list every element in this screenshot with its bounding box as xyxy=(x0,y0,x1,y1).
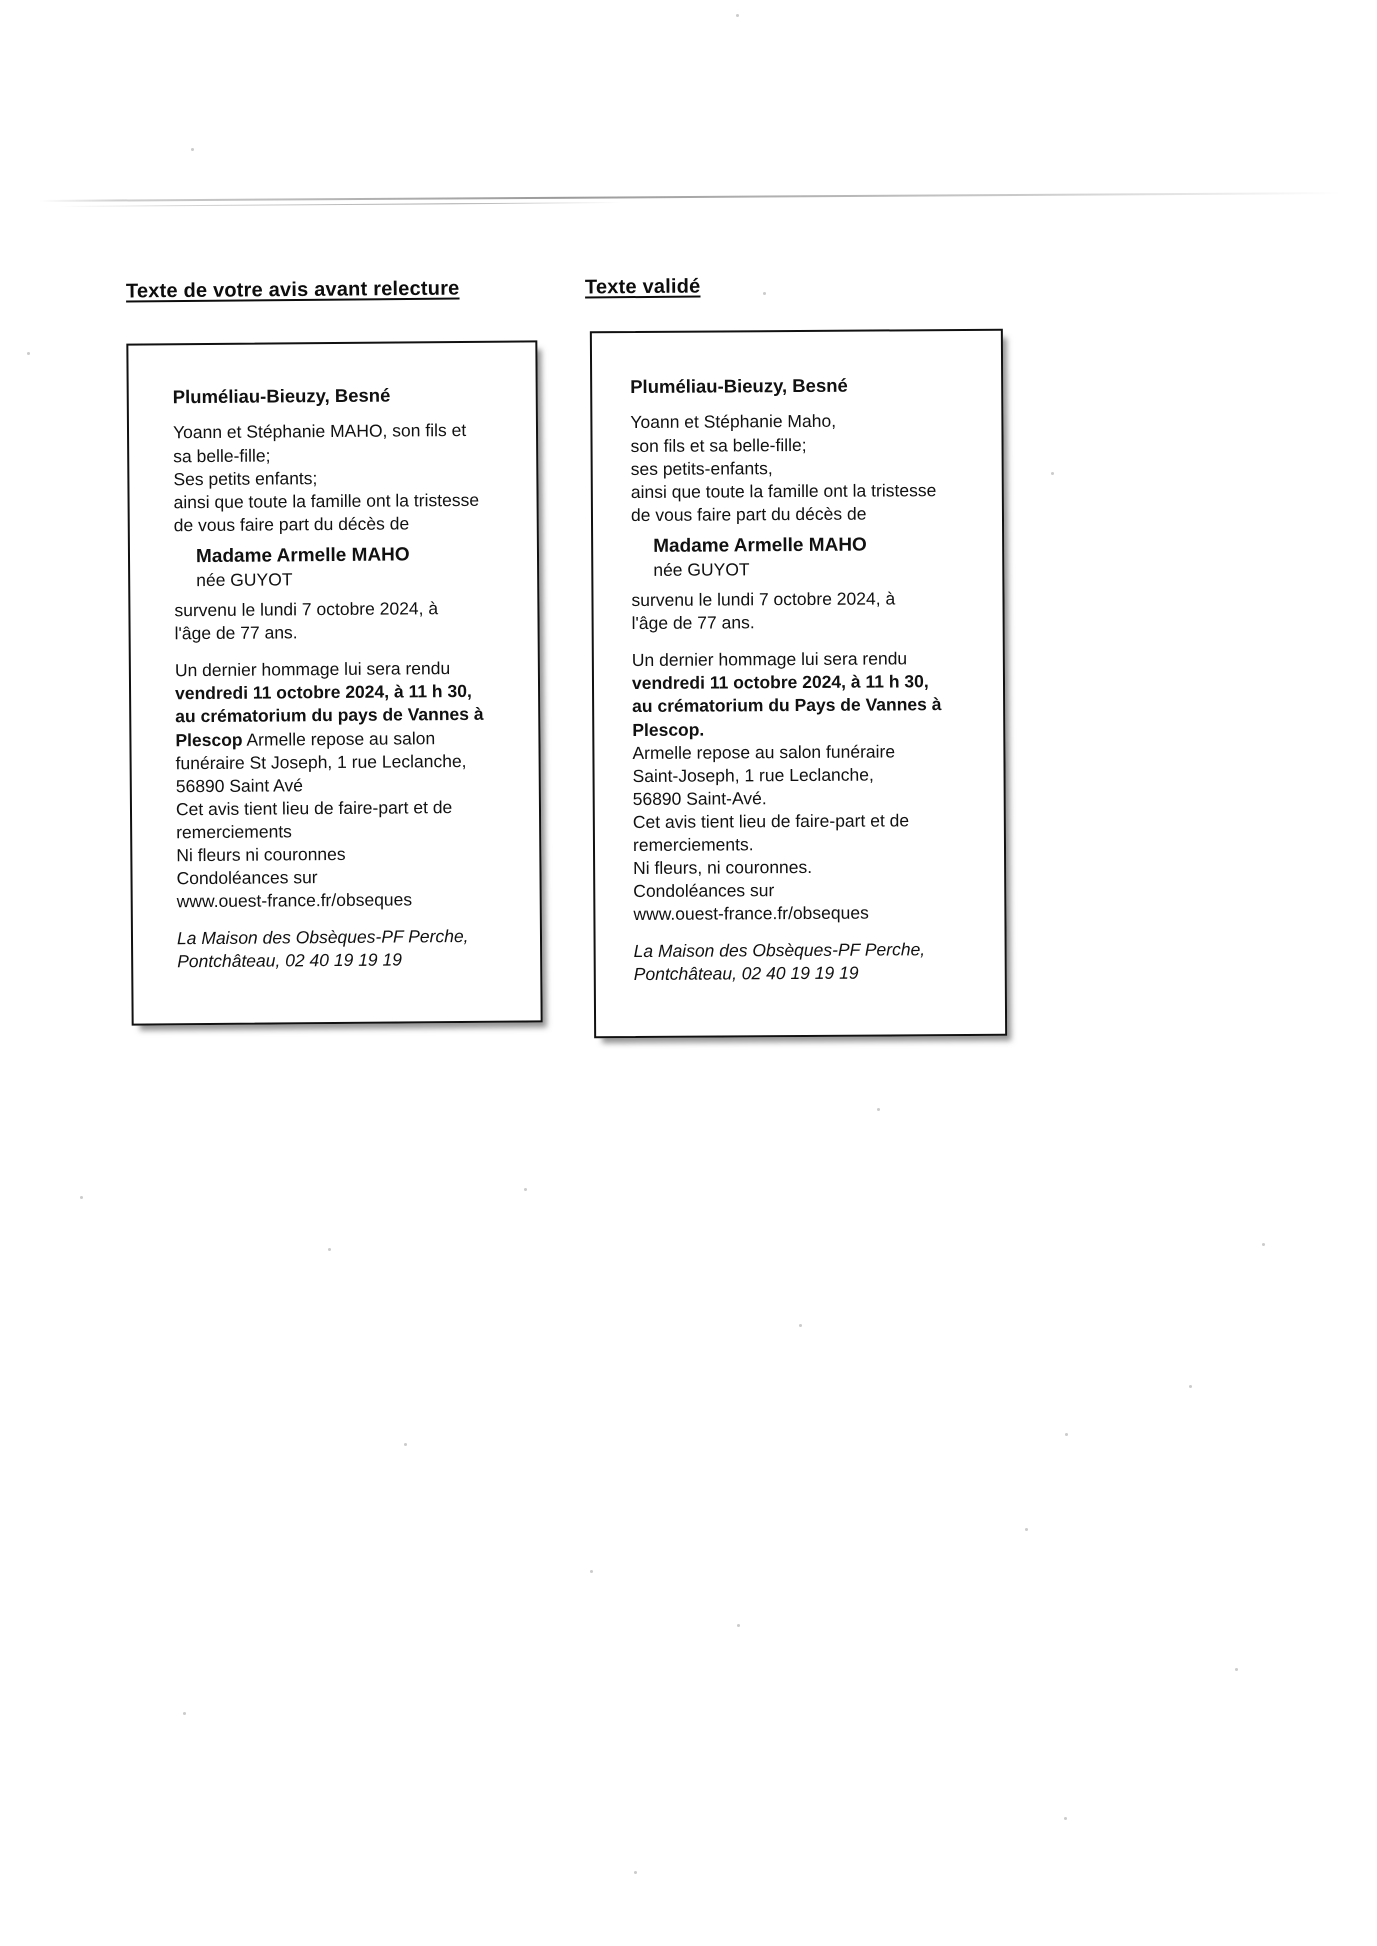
obituary-notice-draft xyxy=(126,340,542,1025)
notice-place-validated: Pluméliau-Bieuzy, Besné xyxy=(630,374,848,398)
family-line: Yoann et Stéphanie MAHO, son fils et xyxy=(172,420,467,443)
scan-speck xyxy=(524,1188,527,1191)
ceremony-bold-line: vendredi 11 octobre 2024, à 11 h 30, xyxy=(631,671,929,694)
notice-closing-validated xyxy=(633,809,983,927)
scan-speck xyxy=(404,1443,407,1446)
closing-line: remerciements. xyxy=(632,834,754,855)
notice-family-validated xyxy=(630,409,980,527)
closing-line: Condoléances sur xyxy=(176,867,318,889)
ceremony-rest-line: 56890 Saint Avé xyxy=(175,774,304,796)
deceased-name-draft: Madame Armelle MAHO xyxy=(195,544,410,567)
ceremony-intro: Un dernier hommage lui sera rendu xyxy=(631,648,908,671)
scan-speck xyxy=(1235,1668,1238,1671)
scan-speck xyxy=(877,1108,880,1111)
notice-closing-draft xyxy=(176,795,514,913)
family-line: de vous faire part du décès de xyxy=(173,513,410,536)
scan-speck xyxy=(736,14,739,17)
notice-death-draft xyxy=(174,597,511,646)
family-line: ainsi que toute la famille ont la tristesse xyxy=(630,479,937,502)
family-line: de vous faire part du décès de xyxy=(630,503,867,525)
ceremony-intro: Un dernier hommage lui sera rendu xyxy=(174,658,451,681)
scan-speck xyxy=(1065,1433,1068,1436)
scan-edge-line xyxy=(40,192,1340,202)
column-heading-validated: Texte validé xyxy=(584,275,701,299)
death-line: l'âge de 77 ans. xyxy=(631,612,755,634)
scan-speck xyxy=(183,1712,186,1715)
ceremony-bold-line: au crématorium du Pays de Vannes à xyxy=(632,694,942,717)
obituary-notice-validated xyxy=(590,329,1007,1039)
ceremony-bold-line: vendredi 11 octobre 2024, à 11 h 30, xyxy=(174,681,472,704)
notice-ceremony-draft xyxy=(175,657,513,798)
funeral-home-line: Pontchâteau, 02 40 19 19 19 xyxy=(177,949,403,972)
scan-speck xyxy=(737,1624,740,1627)
notice-death-validated xyxy=(631,587,980,635)
funeral-home-line: La Maison des Obsèques-PF Perche, xyxy=(176,926,469,949)
notice-family-draft xyxy=(173,419,511,537)
notice-ceremony-validated xyxy=(632,647,982,811)
closing-line: Cet avis tient lieu de faire-part et de xyxy=(632,810,910,832)
funeral-home-draft xyxy=(177,925,514,974)
scan-speck xyxy=(328,1248,331,1251)
deceased-name-validated: Madame Armelle MAHO xyxy=(653,534,867,557)
condolences-url[interactable]: www.ouest-france.fr/obseques xyxy=(176,889,413,912)
scan-speck xyxy=(1064,1817,1067,1820)
family-line: ses petits-enfants, xyxy=(630,457,773,479)
scan-speck xyxy=(191,148,194,151)
ceremony-rest-line: 56890 Saint-Avé. xyxy=(632,787,767,809)
funeral-home-line: La Maison des Obsèques-PF Perche, xyxy=(633,939,926,962)
scan-speck xyxy=(1025,1528,1028,1531)
scan-speck xyxy=(763,292,766,295)
ceremony-rest-line: funéraire St Joseph, 1 rue Leclanche, xyxy=(175,750,467,773)
scan-speck xyxy=(27,352,30,355)
column-heading-draft: Texte de votre avis avant relecture xyxy=(125,277,460,303)
ceremony-rest-line: Saint-Joseph, 1 rue Leclanche, xyxy=(632,764,874,786)
ceremony-rest-line: Armelle repose au salon funéraire xyxy=(632,741,896,763)
maiden-name-draft: née GUYOT xyxy=(196,569,293,591)
family-line: ainsi que toute la famille ont la tristesse xyxy=(173,489,480,512)
closing-line: remerciements xyxy=(176,821,292,843)
notice-place-draft: Pluméliau-Bieuzy, Besné xyxy=(172,384,391,408)
ceremony-rest-line: Armelle repose au salon xyxy=(242,727,436,750)
funeral-home-validated xyxy=(634,938,983,986)
death-line: survenu le lundi 7 octobre 2024, à xyxy=(631,588,896,611)
ceremony-bold-line: Plescop. xyxy=(632,719,705,740)
family-line: sa belle-fille; xyxy=(173,444,271,466)
death-line: l'âge de 77 ans. xyxy=(174,622,298,644)
scan-speck xyxy=(1262,1243,1265,1246)
scan-speck xyxy=(799,1324,802,1327)
ceremony-bold-line: Plescop xyxy=(175,729,243,750)
family-line: son fils et sa belle-fille; xyxy=(630,434,807,456)
family-line: Ses petits enfants; xyxy=(173,467,318,489)
scan-speck xyxy=(590,1570,593,1573)
closing-line: Ni fleurs, ni couronnes. xyxy=(633,856,813,879)
scan-edge-line-secondary xyxy=(60,202,620,207)
ceremony-bold-line: au crématorium du pays de Vannes à xyxy=(175,704,484,727)
closing-line: Ni fleurs ni couronnes xyxy=(176,843,346,866)
scan-speck xyxy=(634,1871,637,1874)
death-line: survenu le lundi 7 octobre 2024, à xyxy=(174,598,439,621)
closing-line: Condoléances sur xyxy=(633,880,775,902)
scan-speck xyxy=(80,1196,83,1199)
maiden-name-validated: née GUYOT xyxy=(653,559,750,580)
family-line: Yoann et Stéphanie Maho, xyxy=(630,411,837,433)
condolences-url[interactable]: www.ouest-france.fr/obseques xyxy=(633,902,869,925)
closing-line: Cet avis tient lieu de faire-part et de xyxy=(175,796,453,820)
funeral-home-line: Pontchâteau, 02 40 19 19 19 xyxy=(633,963,859,985)
scan-speck xyxy=(1189,1385,1192,1388)
scan-speck xyxy=(1051,472,1054,475)
